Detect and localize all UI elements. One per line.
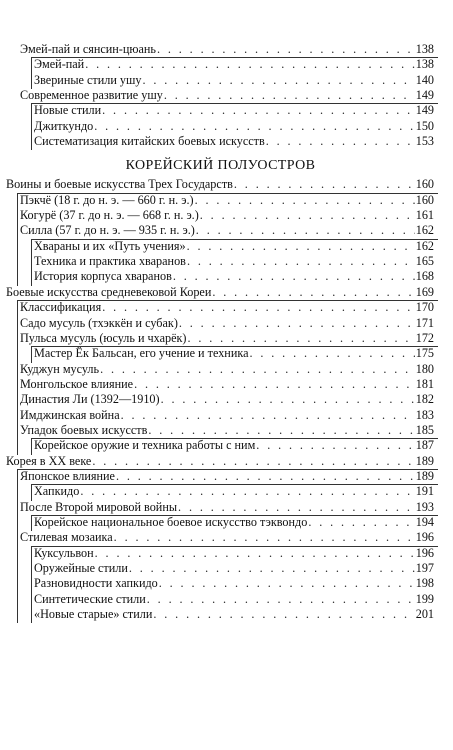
toc-entry-page-number: 180 [415,361,434,376]
toc-entry-page-number: 198 [415,576,434,591]
toc-entry-title: Пэкчё (18 г. до н. э. — 660 г. н. э.) [20,192,194,207]
toc-entry-title: Монгольское влияние [20,376,134,391]
dot-leader [164,88,415,103]
toc-entry-title: Имджинская война [20,407,120,422]
dot-leader [142,73,414,88]
dot-leader [85,57,415,72]
toc-entry-page-number: 153 [415,134,434,149]
toc-entry-title: Силла (57 г. до н. э. — 935 г. н. э.) [20,223,195,238]
toc-entry-title: Пульса мусуль (юсуль и чхарёк) [20,330,187,345]
toc-entry[interactable] [20,316,436,331]
toc-entry[interactable] [34,57,436,72]
dot-leader [187,254,415,269]
toc-entry-title: Стилевая мозаика [20,530,113,545]
toc-entry[interactable] [34,438,436,453]
toc-entry-title: Мастер Ёк Бальсан, его учение и техника [34,346,249,361]
dot-leader [100,362,415,377]
dot-leader [187,239,415,254]
toc-entry[interactable] [20,362,436,377]
toc-entry[interactable] [34,484,436,499]
toc-entry-page-number: 162 [415,223,434,238]
toc-entry[interactable] [34,346,436,361]
toc-entry-page-number: 194 [415,514,434,529]
dot-leader [266,134,415,149]
toc-entry-page-number: 175 [415,346,434,361]
dot-leader [178,500,415,515]
toc-entry[interactable] [34,592,436,607]
toc-entry[interactable] [34,103,436,118]
toc-entry-page-number: 160 [415,177,434,192]
toc-entry-page-number: 165 [415,254,434,269]
toc-entry-title: Разновидности хапкидо [34,576,158,591]
toc-entry[interactable] [34,134,436,149]
toc-entry-page-number: 182 [415,392,434,407]
dot-leader [188,331,415,346]
dot-leader [102,300,415,315]
dot-leader [114,530,415,545]
dot-leader [121,408,415,423]
toc-entry-title: Династия Ли (1392—1910) [20,392,160,407]
toc-entry-title: Хвараны и их «Путь учения» [34,238,186,253]
toc-entry-title: Корея в XX веке [6,453,92,468]
toc-entry-title: Современное развитие ушу [20,88,163,103]
dot-leader [157,42,415,57]
toc-entry[interactable] [20,223,436,238]
dot-leader [116,469,415,484]
toc-entry[interactable] [20,88,436,103]
toc-entry-page-number: 161 [415,208,434,223]
dot-leader [147,592,415,607]
toc-entry-page-number: 150 [415,118,434,133]
toc-entry[interactable] [34,546,436,561]
dot-leader [234,177,415,192]
toc-entry-title: Куджун мусуль [20,361,100,376]
toc-entry-page-number: 138 [415,42,434,56]
dot-leader [212,285,414,300]
toc-entry-title: Систематизация китайских боевых искусств [34,134,265,149]
dot-leader [250,346,415,361]
toc-entry[interactable] [20,331,436,346]
toc-entry-title: Техника и практика хваранов [34,254,186,269]
section-heading: КОРЕЙСКИЙ ПОЛУОСТРОВ [125,158,316,174]
toc-entry-page-number: 196 [415,545,434,560]
toc-section-korea [0,177,453,622]
dot-leader [308,515,414,530]
toc-entry[interactable] [20,408,436,423]
toc-entry[interactable] [34,561,436,576]
toc-entry-title: Хапкидо [34,484,80,499]
dot-leader [179,316,415,331]
toc-entry[interactable] [34,515,436,530]
toc-entry-title: Новые стили [34,103,102,118]
toc-entry[interactable] [20,300,436,315]
toc-entry[interactable] [20,500,436,515]
toc-entry[interactable] [34,119,436,134]
toc-entry-page-number: 172 [415,330,434,345]
toc-entry-page-number: 201 [415,607,434,622]
toc-entry-page-number: 149 [415,103,434,118]
toc-entry-title: История корпуса хваранов [34,269,172,284]
toc-entry-title: Когурё (37 г. до н. э. — 668 г. н. э.) [20,208,199,223]
dot-leader [173,269,415,284]
dot-leader [159,576,415,591]
toc-entry-title: Японское влияние [20,468,115,483]
dot-leader [196,223,415,238]
toc-entry[interactable] [34,73,436,88]
toc-entry[interactable] [34,269,436,284]
toc-entry[interactable] [34,607,436,622]
dot-leader [129,561,415,576]
toc-entry[interactable] [20,42,436,57]
toc-entry-page-number: 193 [415,499,434,514]
toc-entry-page-number: 197 [415,561,434,575]
toc-entry[interactable] [20,423,436,438]
toc-entry[interactable] [20,193,436,208]
toc-entry-title: Воины и боевые искусства Трех Государств [6,177,233,192]
toc-entry[interactable] [20,377,436,392]
toc-entry-title: Синтетические стили [34,591,146,606]
toc-entry-title: Джиткундо [34,118,94,133]
toc-entry-title: Классификация [20,300,102,315]
dot-leader [94,119,414,134]
dot-leader [134,377,415,392]
toc-entry-page-number: 149 [415,88,434,103]
toc-entry-page-number: 189 [415,468,434,483]
toc-entry-page-number: 160 [415,192,434,207]
toc-entry-page-number: 199 [415,591,434,606]
toc-entry-title: Корейское оружие и техника работы с ним [34,438,256,453]
toc-entry-page-number: 140 [415,72,434,87]
dot-leader [153,607,414,622]
dot-leader [195,193,415,208]
toc-entry-title: Звериные стили ушу [34,72,142,87]
dot-leader [95,546,415,561]
toc-entry[interactable] [34,254,436,269]
toc-entry-page-number: 196 [415,530,434,545]
toc-entry-page-number: 169 [415,284,434,299]
dot-leader [161,392,415,407]
toc-entry-title: Корейское национальное боевое искусство тэквондо [34,514,308,529]
dot-leader [92,454,414,469]
toc-entry-page-number: 191 [415,484,434,499]
toc-entry-page-number: 185 [415,422,434,437]
toc-entry[interactable] [34,239,436,254]
toc-entry[interactable] [20,392,436,407]
toc-entry-page-number: 181 [415,376,434,391]
toc-entry-page-number: 168 [415,269,434,284]
toc-entry-title: «Новые старые» стили [34,607,153,622]
toc-entry[interactable] [20,530,436,545]
toc-entry-page-number: 187 [415,438,434,453]
dot-leader [102,103,415,118]
toc-entry-title: Эмей-пай и сянсин-цюань [20,42,156,56]
toc-entry-page-number: 170 [415,300,434,315]
toc-entry-page-number: 183 [415,407,434,422]
toc-entry-title: Оружейные стили [34,561,128,575]
toc-entry-title: Упадок боевых искусств [20,422,148,437]
toc-entry[interactable] [6,454,436,469]
toc-entry-page-number: 162 [415,238,434,253]
toc-entry[interactable] [6,177,436,192]
toc-entry-page-number: 138 [415,57,434,72]
toc-section-wushu [0,42,453,149]
dot-leader [148,423,414,438]
toc-entry-title: Садо мусуль (тхэккён и субак) [20,315,178,330]
dot-leader [256,438,414,453]
toc-entry[interactable] [34,576,436,591]
toc-entry-page-number: 189 [415,453,434,468]
toc-entry[interactable] [20,208,436,223]
toc-entry-page-number: 171 [415,315,434,330]
toc-entry[interactable] [6,285,436,300]
toc-entry-title: Куксульвон [34,545,94,560]
dot-leader [200,208,415,223]
toc-entry-title: После Второй мировой войны [20,499,178,514]
toc-entry-title: Боевые искусства средневековой Кореи [6,284,212,299]
toc-entry-title: Эмей-пай [34,57,85,72]
table-of-contents [0,42,453,622]
toc-entry[interactable] [20,469,436,484]
dot-leader [80,484,414,499]
